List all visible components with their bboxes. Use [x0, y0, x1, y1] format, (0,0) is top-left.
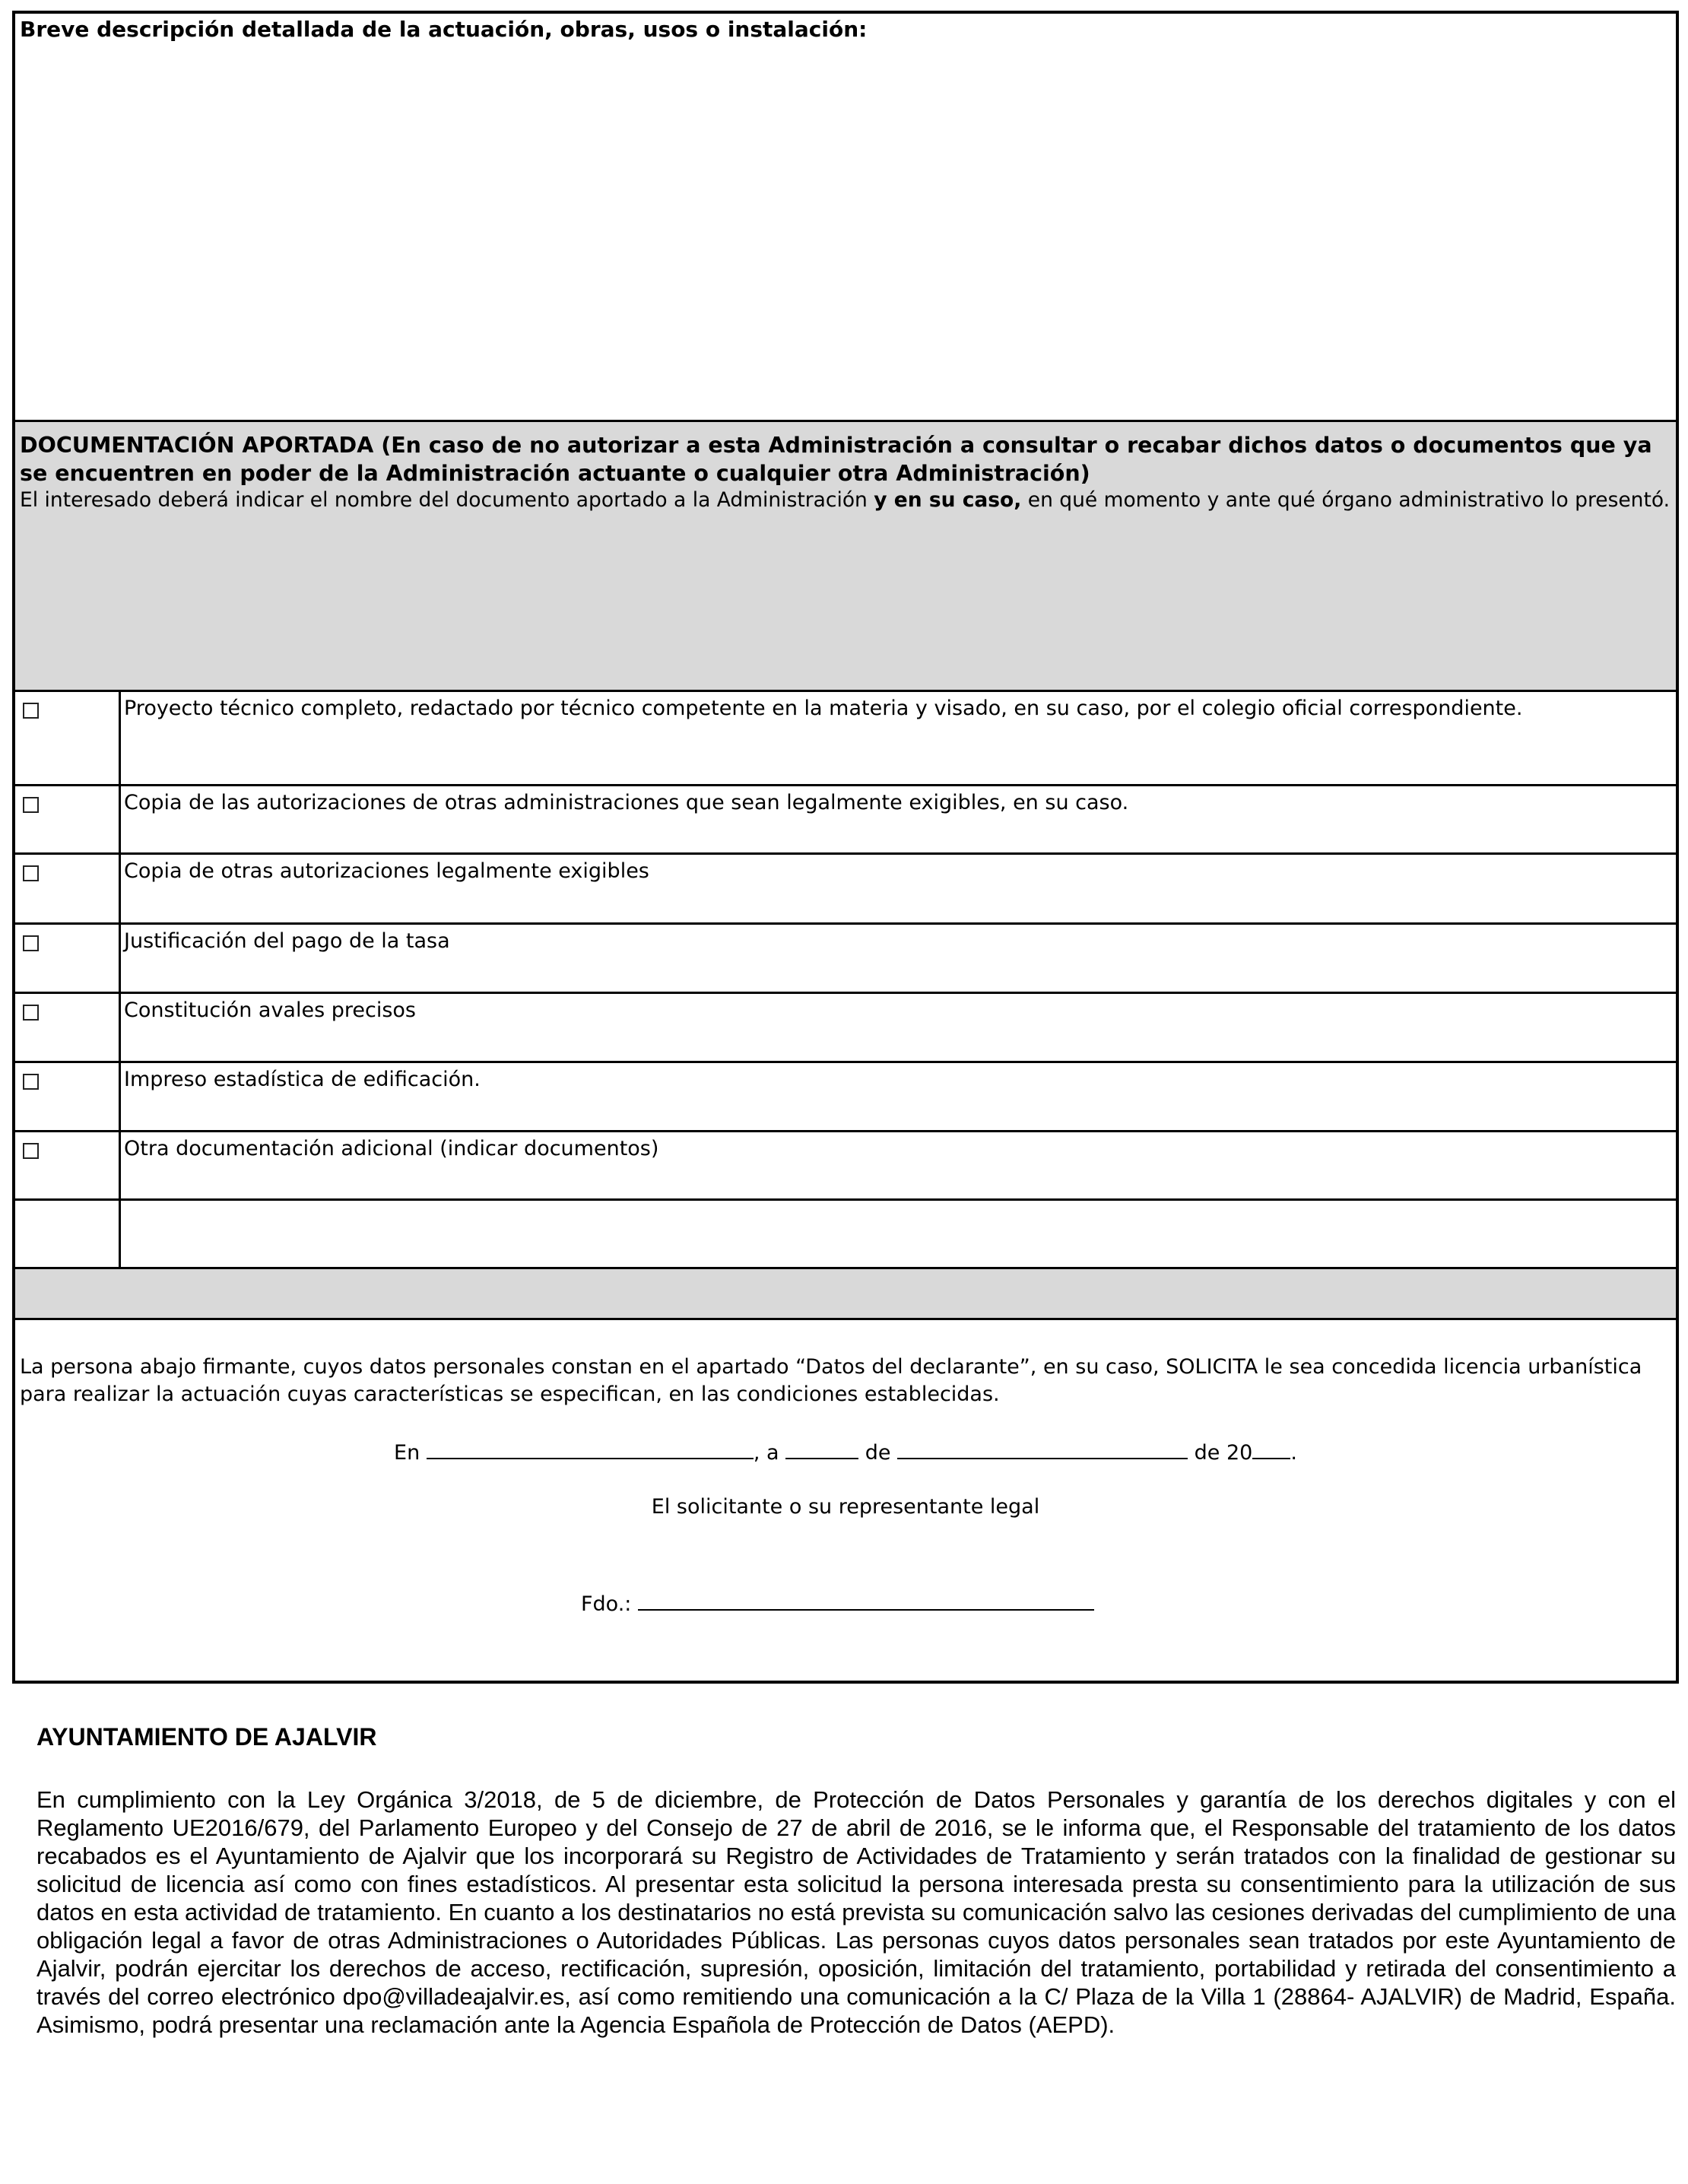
doc-row: [15, 1132, 1676, 1201]
doc-row: [15, 925, 1676, 994]
place-field[interactable]: [427, 1440, 754, 1459]
signature-field[interactable]: [638, 1591, 1094, 1611]
documentation-note: El interesado deberá indicar el nombre del documento aportado a la Administración y en su caso, en qué momento y ante qué órgano administrativo lo presentó.: [20, 488, 1671, 512]
doc-checkbox-6[interactable]: [23, 1074, 39, 1090]
doc-label-6: Impreso estadística de edificación.: [124, 1068, 481, 1091]
year-field[interactable]: [1252, 1440, 1290, 1459]
form-frame: [12, 11, 1679, 1684]
description-label: Breve descripción detallada de la actuación, obras, usos o instalación:: [20, 17, 868, 42]
declaration-text: La persona abajo firmante, cuyos datos personales constan en el apartado “Datos del declarante”, en su caso, SOLICITA le sea concedida licencia urbanística para realizar la actuación cuyas características se especifican, en las condiciones establecidas.: [20, 1355, 1642, 1406]
place-date-line: En , a de de 20 .: [394, 1441, 1297, 1465]
doc-checkbox-4[interactable]: [23, 935, 39, 951]
entity-name: AYUNTAMIENTO DE AJALVIR: [36, 1723, 377, 1751]
documentation-header: [15, 422, 1676, 692]
doc-checkbox-3[interactable]: [23, 865, 39, 881]
doc-checkbox-1[interactable]: [23, 703, 39, 719]
doc-label-2: Copia de las autorizaciones de otras administraciones que sean legalmente exigibles, en su caso.: [124, 791, 1129, 814]
doc-label-4: Justificación del pago de la tasa: [124, 929, 450, 953]
privacy-notice: En cumplimiento con la Ley Orgánica 3/2018, de 5 de diciembre, de Protección de Datos Personales y garantía de los derechos digitales y con el Reglamento UE2016/679, del Parlamento Europeo y del Consejo de 27 de abril de 2016, se le informa que, el Responsable del tratamiento de los datos recabados es el Ayuntamiento de Ajalvir que los incorporará su Registro de Actividades de Tratamiento y serán tratados con la finalidad de gestionar su solicitud de licencia así como con fines estadísticos. Al presentar esta solicitud la persona interesada presta su consentimiento para la utilización de sus datos en esta actividad de tratamiento. En cuanto a los destinatarios no está prevista su comunicación salvo las cesiones derivadas del cumplimiento de una obligación legal a favor de otras Administraciones o Autoridades Públicas. Las personas cuyos datos personales sean tratados por este Ayuntamiento de Ajalvir, podrán ejercitar los derechos de acceso, rectificación, supresión, oposición, limitación del tratamiento, portabilidad y retirada del consentimiento a través del correo electrónico dpo@villadeajalvir.es, así como remitiendo una comunicación a la C/ Plaza de la Villa 1 (28864- AJALVIR) de Madrid, España. Asimismo, podrá presentar una reclamación ante la Agencia Española de Protección de Datos (AEPD).: [36, 1786, 1676, 2038]
doc-row: [15, 855, 1676, 925]
month-field[interactable]: [897, 1440, 1188, 1459]
signature-line: Fdo.:: [581, 1591, 1094, 1616]
doc-label-1: Proyecto técnico completo, redactado por técnico competente en la materia y visado, en su caso, por el colegio oficial correspondiente.: [124, 697, 1523, 720]
day-field[interactable]: [785, 1440, 858, 1459]
doc-checkbox-7[interactable]: [23, 1143, 39, 1159]
doc-row: [15, 692, 1676, 786]
signer-label: El solicitante o su representante legal: [651, 1495, 1040, 1519]
doc-row: [15, 1063, 1676, 1132]
description-section[interactable]: [15, 14, 1676, 422]
doc-label-5: Constitución avales precisos: [124, 998, 416, 1022]
doc-row: [15, 786, 1676, 855]
doc-checkbox-5[interactable]: [23, 1005, 39, 1021]
doc-row: [15, 994, 1676, 1063]
documentation-title: DOCUMENTACIÓN APORTADA (En caso de no autorizar a esta Administración a consultar o recabar dichos datos o documentos que ya se encuentren en poder de la Administración actuante o cualquier otra Administración): [20, 433, 1652, 486]
doc-label-7: Otra documentación adicional (indicar documentos): [124, 1137, 659, 1160]
gray-band: [15, 1269, 1676, 1320]
doc-checkbox-2[interactable]: [23, 797, 39, 813]
doc-row-empty[interactable]: [15, 1201, 1676, 1269]
doc-label-3: Copia de otras autorizaciones legalmente exigibles: [124, 859, 649, 883]
